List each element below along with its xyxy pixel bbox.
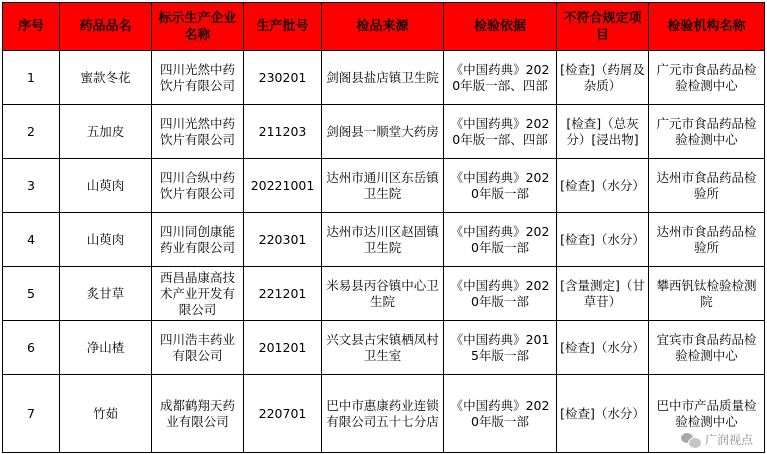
cell-agency: 攀西钒钛检验检测院 — [649, 267, 765, 321]
cell-source: 达州市达川区赵固镇卫生院 — [322, 213, 444, 267]
cell-basis: 《中国药典》2020年版一部 — [444, 375, 557, 453]
cell-batch: 220301 — [244, 213, 322, 267]
cell-source: 巴中市惠康药业连锁有限公司五十七分店 — [322, 375, 444, 453]
table-row — [3, 105, 765, 159]
header-source: 检品来源 — [322, 3, 444, 51]
cell-basis: 《中国药典》2020年版一部 — [444, 213, 557, 267]
cell-source: 兴文县古宋镇栖凤村卫生室 — [322, 321, 444, 375]
cell-basis: 《中国药典》2020年版一部、四部 — [444, 105, 557, 159]
table-row — [3, 213, 765, 267]
cell-batch: 221201 — [244, 267, 322, 321]
cell-company: 西昌晶康高技术产业开发有限公司 — [152, 267, 244, 321]
cell-item: [含量测定]（甘草苷） — [557, 267, 649, 321]
cell-company: 成都鹤翔天药业有限公司 — [152, 375, 244, 453]
watermark-text: 广润视点 — [704, 433, 753, 447]
inspection-table — [2, 2, 765, 453]
cell-basis: 《中国药典》2015年版一部 — [444, 321, 557, 375]
table-row — [3, 321, 765, 375]
cell-batch: 211203 — [244, 105, 322, 159]
cell-seq: 1 — [3, 51, 60, 105]
cell-drug-name: 炙甘草 — [60, 267, 152, 321]
cell-seq: 3 — [3, 159, 60, 213]
table-row — [3, 375, 765, 453]
header-batch: 生产批号 — [244, 3, 322, 51]
cell-seq: 6 — [3, 321, 60, 375]
table-row — [3, 159, 765, 213]
cell-basis: 《中国药典》2020年版一部 — [444, 159, 557, 213]
table-row — [3, 267, 765, 321]
cell-agency: 达州市食品药品检验所 — [649, 159, 765, 213]
cell-seq: 2 — [3, 105, 60, 159]
cell-source: 剑阁县一顺堂大药房 — [322, 105, 444, 159]
cell-item: [检查]（药屑及杂质） — [557, 51, 649, 105]
cell-source: 米易县丙谷镇中心卫生院 — [322, 267, 444, 321]
cell-batch: 220701 — [244, 375, 322, 453]
cell-item: [检查]（总灰分）[浸出物] — [557, 105, 649, 159]
header-seq: 序号 — [3, 3, 60, 51]
cell-agency: 广元市食品药品检验检测中心 — [649, 51, 765, 105]
cell-agency: 广元市食品药品检验检测中心 — [649, 105, 765, 159]
cell-batch: 201201 — [244, 321, 322, 375]
cell-drug-name: 山萸肉 — [60, 213, 152, 267]
cell-company: 四川同创康能药业有限公司 — [152, 213, 244, 267]
header-row — [3, 3, 765, 51]
cell-seq: 4 — [3, 213, 60, 267]
cell-drug-name: 五加皮 — [60, 105, 152, 159]
cell-drug-name: 蜜款冬花 — [60, 51, 152, 105]
header-company: 标示生产企业名称 — [152, 3, 244, 51]
cell-item: [检查]（水分） — [557, 159, 649, 213]
cell-drug-name: 竹茹 — [60, 375, 152, 453]
cell-drug-name: 净山楂 — [60, 321, 152, 375]
cell-source: 剑阁县盐店镇卫生院 — [322, 51, 444, 105]
cell-agency: 巴中市产品质量检验检测中心 — [649, 375, 765, 453]
cell-agency: 达州市食品药品检验所 — [649, 213, 765, 267]
cell-company: 四川光然中药饮片有限公司 — [152, 51, 244, 105]
cell-company: 四川合纵中药饮片有限公司 — [152, 159, 244, 213]
cell-seq: 5 — [3, 267, 60, 321]
cell-company: 四川浩丰药业有限公司 — [152, 321, 244, 375]
header-agency: 检验机构名称 — [649, 3, 765, 51]
header-basis: 检验依据 — [444, 3, 557, 51]
cell-seq: 7 — [3, 375, 60, 453]
cell-batch: 20221001 — [244, 159, 322, 213]
cell-item: [检查]（水分） — [557, 321, 649, 375]
wechat-icon — [681, 432, 701, 448]
watermark — [681, 431, 753, 448]
cell-drug-name: 山萸肉 — [60, 159, 152, 213]
cell-basis: 《中国药典》2020年版一部 — [444, 267, 557, 321]
cell-item: [检查]（水分） — [557, 213, 649, 267]
cell-source: 达州市通川区东岳镇卫生院 — [322, 159, 444, 213]
cell-batch: 230201 — [244, 51, 322, 105]
header-item: 不符合规定项目 — [557, 3, 649, 51]
table-row — [3, 51, 765, 105]
cell-basis: 《中国药典》2020年版一部、四部 — [444, 51, 557, 105]
cell-agency: 宜宾市食品药品检验检测中心 — [649, 321, 765, 375]
cell-company: 四川光然中药饮片有限公司 — [152, 105, 244, 159]
header-drug-name: 药品品名 — [60, 3, 152, 51]
cell-item: [检查]（水分） — [557, 375, 649, 453]
